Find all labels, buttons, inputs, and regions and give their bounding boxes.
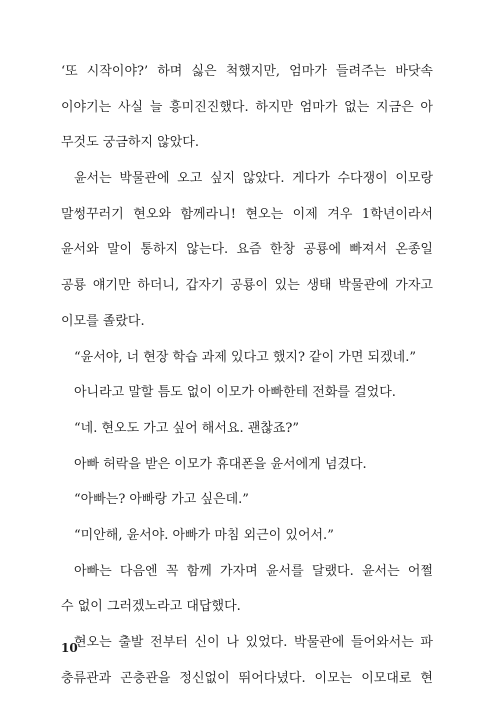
text-line: 이모를 졸랐다. <box>61 313 145 329</box>
text-line: ‘또 시작이야?’ 하며 싫은 척했지만, 엄마가 들려주는 바닷속 <box>61 64 433 79</box>
text-line: 수 없이 그러겠노라고 대답했다. <box>61 599 241 615</box>
text-line: 말썽꾸러기 현오와 함께라니! 현오는 이제 겨우 1학년이라서 <box>61 206 433 222</box>
text-line: 현오는 출발 전부터 신이 나 있었다. 박물관에 들어와서는 파 <box>74 635 433 650</box>
text-line: 이야기는 사실 늘 흥미진진했다. 하지만 엄마가 없는 지금은 아 <box>61 99 433 115</box>
text-line: “윤서야, 너 현장 학습 과제 있다고 했지? 같이 가면 되겠네.” <box>74 349 416 365</box>
text-line: 윤서와 말이 통하지 않는다. 요즘 한창 공룡에 빠져서 온종일 <box>61 242 433 258</box>
text-line: 아빠는 다음엔 꼭 함께 가자며 윤서를 달랬다. 윤서는 어쩔 <box>74 563 433 579</box>
text-line: “미안해, 윤서야. 아빠가 마침 외근이 있어서.” <box>74 527 334 543</box>
body-text <box>61 54 433 696</box>
text-line: 아니라고 말할 틈도 없이 이모가 아빠한테 전화를 걸었다. <box>74 385 396 401</box>
text-line: 공룡 얘기만 하더니, 갑자기 공룡이 있는 생태 박물관에 가자고 <box>61 278 433 294</box>
text-line: 무것도 궁금하지 않았다. <box>61 135 199 151</box>
text-line: 충류관과 곤충관을 정신없이 뛰어다녔다. 이모는 이모대로 현 <box>61 670 433 686</box>
text-line: 윤서는 박물관에 오고 싶지 않았다. 게다가 수다쟁이 이모랑 <box>74 171 433 187</box>
page-number: 10 <box>61 641 78 655</box>
text-line: 아빠 허락을 받은 이모가 휴대폰을 윤서에게 넘겼다. <box>74 456 367 472</box>
text-line: “아빠는? 아빠랑 가고 싶은데.” <box>74 492 249 508</box>
text-line: “네. 현오도 가고 싶어 해서요. 괜찮죠?” <box>74 420 300 436</box>
